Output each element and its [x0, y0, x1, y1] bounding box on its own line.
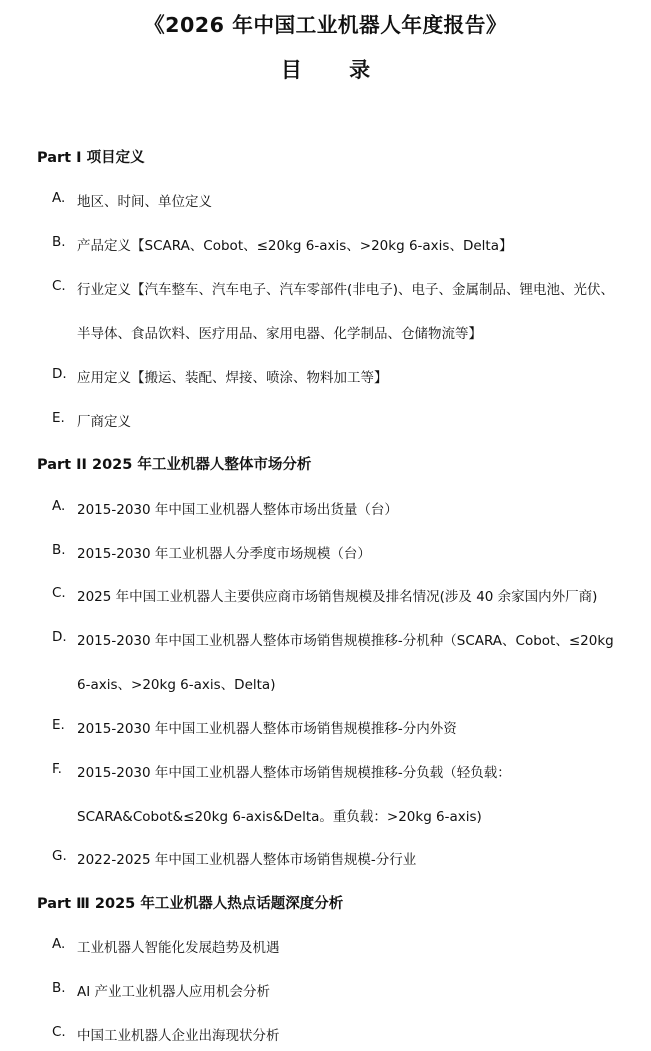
item-text: 2015-2030 年中国工业机器人整体市场出货量（台）: [77, 502, 398, 518]
item-letter: B.: [52, 980, 66, 996]
item-text: AI 产业工业机器人应用机会分析: [77, 984, 271, 1000]
item-text: 2025 年中国工业机器人主要供应商市场销售规模及排名情况(涉及 40 余家国内外厂商): [77, 589, 598, 605]
item-letter: E.: [52, 410, 65, 426]
item-letter: D.: [52, 629, 67, 645]
item-text: 厂商定义: [77, 414, 131, 430]
part-1-heading: Part Ⅰ 项目定义: [37, 150, 145, 166]
item-text: 地区、时间、单位定义: [77, 194, 212, 210]
item-letter: G.: [52, 848, 67, 864]
item-letter: F.: [52, 761, 62, 777]
item-letter: E.: [52, 717, 65, 733]
part-3-heading: Part Ⅲ 2025 年工业机器人热点话题深度分析: [37, 896, 344, 912]
toc-item-1c-continuation: 半导体、食品饮料、医疗用品、家用电器、化学制品、仓储物流等】: [77, 326, 482, 342]
item-letter: A.: [52, 936, 66, 952]
item-text: 2015-2030 年中国工业机器人整体市场销售规模推移-分机种（SCARA、Cobot、≤20kg: [77, 633, 614, 649]
item-text: 应用定义【搬运、装配、焊接、喷涂、物料加工等】: [77, 370, 388, 386]
item-text: 2015-2030 年中国工业机器人整体市场销售规模推移-分负载（轻负载：: [77, 765, 511, 781]
item-text: 中国工业机器人企业出海现状分析: [77, 1028, 280, 1044]
item-text: 2022-2025 年中国工业机器人整体市场销售规模-分行业: [77, 852, 417, 868]
item-text: 行业定义【汽车整车、汽车电子、汽车零部件(非电子)、电子、金属制品、锂电池、光伏、: [77, 282, 615, 298]
part-2-heading: Part II 2025 年工业机器人整体市场分析: [37, 457, 312, 473]
item-text: 2015-2030 年中国工业机器人整体市场销售规模推移-分内外资: [77, 721, 457, 737]
item-letter: C.: [52, 278, 66, 294]
item-text: 2015-2030 年工业机器人分季度市场规模（台）: [77, 546, 371, 562]
item-text: 产品定义【SCARA、Cobot、≤20kg 6-axis、>20kg 6-axis、Delta】: [77, 238, 513, 254]
toc-heading: 目 录: [280, 58, 391, 82]
item-letter: A.: [52, 190, 66, 206]
item-letter: B.: [52, 542, 66, 558]
report-title: 《2026 年中国工业机器人年度报告》: [143, 13, 508, 37]
toc-item-2d-continuation: 6-axis、>20kg 6-axis、Delta): [77, 677, 276, 693]
item-letter: C.: [52, 1024, 66, 1040]
toc-item-2f-continuation: SCARA&Cobot&≤20kg 6-axis&Delta。重负载：>20kg 6-axis): [77, 809, 482, 825]
item-letter: B.: [52, 234, 66, 250]
item-letter: C.: [52, 585, 66, 601]
item-text: 工业机器人智能化发展趋势及机遇: [77, 940, 280, 956]
item-letter: D.: [52, 366, 67, 382]
item-letter: A.: [52, 498, 66, 514]
